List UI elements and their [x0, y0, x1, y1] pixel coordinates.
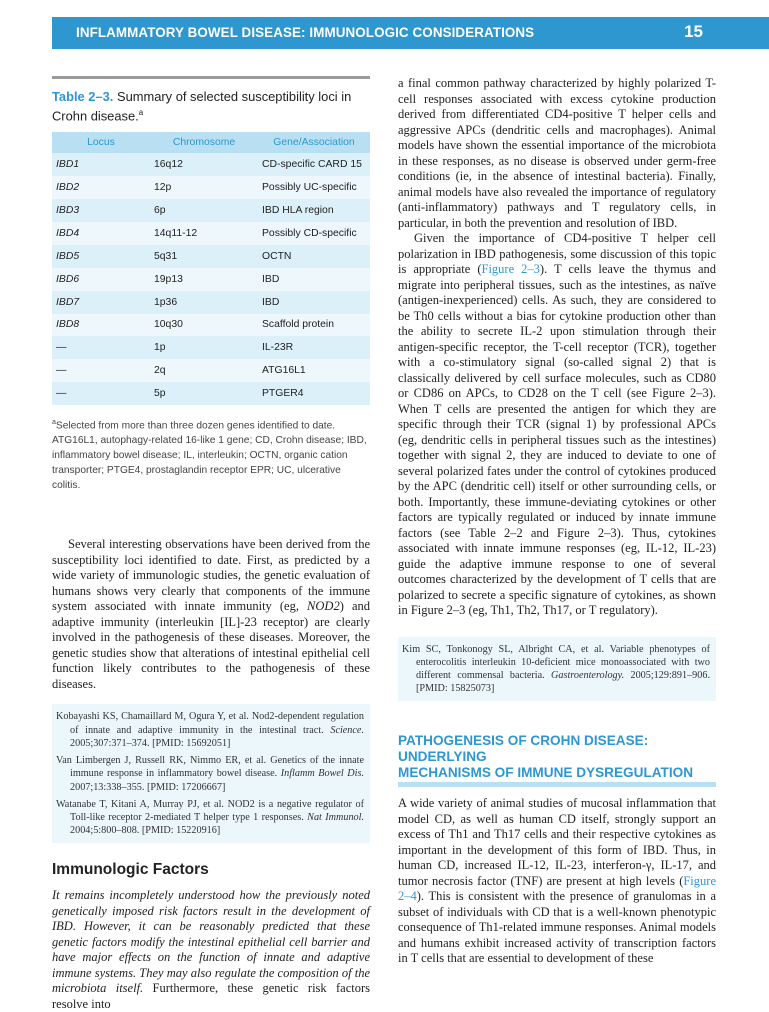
table-caption [52, 89, 370, 124]
paragraph-immunologic-factors [52, 888, 370, 1012]
table-footnote-mark: a [52, 419, 56, 427]
gene-cell: IL-23R [258, 336, 370, 359]
locus-cell: IBD4 [52, 222, 150, 245]
reference-text: Watanabe T, Kitani A, Murray PJ, et al. NOD2 is a negative regulator of Toll-like receptor 2-mediated T helper type 1 responses. [56, 798, 364, 823]
table-top-rule [52, 76, 370, 79]
table-caption-footnote-mark: a [138, 108, 144, 117]
reference-citation: 2005;129:891–906. [PMID: 15825073] [416, 669, 711, 695]
locus-cell: IBD5 [52, 245, 150, 268]
text-run: A wide variety of animal studies of mucosal inflammation that model CD, as well as human CD itself, strongly support an excess of Th1 and Th17 cells and their respective cytokines as important in the development of this form of IBD. Thus, in human CD, increased IL-12, IL-23, interferon-γ, IL-17, and tumor necrosis factor (TNF) are present at high levels ( [398, 796, 716, 888]
chromosome-cell: 2q [150, 359, 258, 382]
paragraph-t-helper-polarization [398, 231, 716, 619]
text-run: Furthermore, these genetic risk factors resolve into [52, 981, 371, 1011]
figure-link[interactable]: Figure 2–4 [398, 873, 716, 904]
chromosome-cell: 10q30 [150, 314, 258, 337]
section-heading-pathogenesis [398, 733, 716, 787]
text-run: ). T cells leave the thymus and migrate into peripheral tissues, such as the intestines, as naïve (antigen-inexperienced) cells. As such, they are considered to be Th0 cells without a bias for cytokine production other than the ability to secrete IL-2 upon stimulation through their antigen-specific receptor, the T-cell receptor (TCR), together with a co-stimulatory signal (so-called signal 2) that is classically delivered by cell surface molecules, such as CD80 or CD86 on APCs, to CD28 on the T cell (see Figure 2–3). When T cells are presented the antigen for which they are specific through their TCR (signal 1) by professional APCs (eg, dendritic cells in peripheral tissues such as the intestines) together with signal 2, they are induced to deviate to one of several polarized fates under the control of cytokines produced by the APC (dendritic cell) itself or other surrounding cells, or both. Importantly, these immune-deviating cytokines or other factors are typically regulated or induced by innate immune factors (see Table 2–2 and Figure 2–3). Thus, cytokines associated with innate immune responses (eg, IL-12, IL-23) guide the adaptive immune response to one of several outcomes characterized by the development of T cells that are polarized to secrete a specific signature of cytokines, as shown in Figure 2–3 (eg, Th1, Th2, Th17, or T regulatory). [398, 262, 717, 617]
reference-citation: 2005;307:371–374. [PMID: 15692051] [70, 737, 231, 749]
table-caption-text: Summary of selected susceptibility loci in Crohn disease. [52, 89, 352, 124]
references-box-right [398, 637, 716, 702]
journal-name: Gastroenterology. [551, 669, 625, 681]
chromosome-cell: 14q11-12 [150, 222, 258, 245]
gene-cell: IBD HLA region [258, 199, 370, 222]
gene-cell: IBD [258, 268, 370, 291]
chromosome-cell: 19p13 [150, 268, 258, 291]
locus-cell: IBD3 [52, 199, 150, 222]
table-row [52, 314, 370, 337]
reference-text: Kobayashi KS, Chamaillard M, Ogura Y, et al. Nod2-dependent regulation of innate and adaptive immunity in the intestinal tract. [56, 711, 364, 736]
journal-name: Science. [330, 724, 364, 736]
table-row [52, 153, 370, 176]
table-row [52, 245, 370, 268]
gene-cell: IBD [258, 291, 370, 314]
chromosome-cell: 5q31 [150, 245, 258, 268]
locus-cell: IBD7 [52, 291, 150, 314]
running-header [52, 17, 769, 49]
references-box-left [52, 704, 370, 843]
table-row [52, 176, 370, 199]
gene-cell: PTGER4 [258, 382, 370, 405]
gene-cell: Possibly UC-specific [258, 176, 370, 199]
locus-cell: IBD1 [52, 153, 150, 176]
gene-cell: Possibly CD-specific [258, 222, 370, 245]
italic-text: It remains incompletely understood how the previously noted genetically imposed risk factors result in the development of IBD. However, it can be reasonably predicted that these genetic factors modify the intestinal epithelial cell barrier and have major effects on the function of innate and adaptive immune systems. They may also regulate the composition of the microbiota itself. [52, 888, 370, 996]
chromosome-cell: 5p [150, 382, 258, 405]
reference-citation: 2004;5:800–808. [PMID: 15220916] [70, 825, 221, 837]
reference-item [56, 754, 364, 794]
text-run: ). This is consistent with the presence of granulomas in a subset of individuals with CD that is a well-known phenotypic consequence of Th1-related immune responses. Animal models and humans exhibit increased activity of transcription factors in T cells that are essential to development of these [398, 889, 716, 966]
chromosome-cell: 16q12 [150, 153, 258, 176]
locus-cell: — [52, 382, 150, 405]
table-row [52, 382, 370, 405]
heading-rule [398, 782, 716, 787]
table-row [52, 199, 370, 222]
section-heading-line: PATHOGENESIS OF CROHN DISEASE: UNDERLYING [398, 733, 649, 765]
page-number: 15 [684, 22, 703, 41]
gene-cell: CD-specific CARD 15 [258, 153, 370, 176]
gene-cell: Scaffold protein [258, 314, 370, 337]
text-run: ) and adaptive immunity (interleukin [IL]-23 receptor) are clearly involved in the pathogenesis of these diseases. Moreover, the genetic studies show that alterations of intestinal epithelial cell function likely contributes to the pathogenesis of these diseases. [52, 599, 370, 691]
reference-item [402, 643, 710, 696]
journal-name: Inflamm Bowel Dis. [280, 768, 364, 780]
reference-text: Kim SC, Tonkonogy SL, Albright CA, et al. Variable phenotypes of enterocolitis interleukin 10-deficient mice monoassociated with two different commensal bacteria. [402, 643, 710, 681]
susceptibility-loci-table [52, 132, 370, 405]
text-run: Given the importance of CD4-positive T helper cell polarization in IBD pathogenesis, some discussion of this topic is appropriate ( [398, 231, 716, 276]
paragraph-animal-studies [398, 796, 716, 967]
text-run: Several interesting observations have been derived from the susceptibility loci identified to date. First, as predicted by a wide variety of immunologic studies, the genetic evaluation of humans shows very clearly that components of the immune system associated with innate immunity (eg, [52, 537, 370, 614]
section-heading-immunologic-factors: Immunologic Factors [52, 861, 209, 879]
right-column [398, 76, 716, 967]
reference-item [56, 798, 364, 838]
journal-name: Nat Immunol. [307, 811, 365, 823]
locus-cell: IBD8 [52, 314, 150, 337]
chromosome-cell: 12p [150, 176, 258, 199]
figure-link[interactable]: Figure 2–3 [481, 262, 540, 276]
chromosome-cell: 1p36 [150, 291, 258, 314]
left-column [52, 76, 370, 1012]
reference-item [56, 710, 364, 750]
locus-cell: — [52, 336, 150, 359]
table-footnote-text: Selected from more than three dozen genes identified to date. ATG16L1, autophagy-related 16-like 1 gene; CD, Crohn disease; IBD, inflammatory bowel disease; IL, interleukin; OCTN, organic cation transporter; PTGE4, prostaglandin receptor EPR; UC, ulcerative colitis. [52, 420, 367, 492]
section-heading-line: MECHANISMS OF IMMUNE DYSREGULATION [398, 765, 694, 781]
table-header-locus: Locus [52, 132, 150, 153]
paragraph-final-common-pathway: a final common pathway characterized by highly polarized T-cell responses associated with excess cytokine production derived from differentiated CD4-positive T helper cells and aggressive APCs (dendritic cells and macrophages). Animal models have shown the essential importance of the microbiota in these responses, as no disease is observed under germ-free conditions (ie, in the absence of intestinal bacteria). Finally, animal models have also revealed the importance of regulatory (anti-inflammatory) pathways and T regulatory cells, in particular, in both the prevention and resolution of IBD. [398, 76, 716, 230]
reference-citation: 2007;13:338–355. [PMID: 17206667] [70, 781, 226, 793]
table-row [52, 291, 370, 314]
table-header-row [52, 132, 370, 153]
table-row [52, 336, 370, 359]
table-header-chromosome: Chromosome [150, 132, 258, 153]
locus-cell: IBD2 [52, 176, 150, 199]
reference-text: Van Limbergen J, Russell RK, Nimmo ER, et al. Genetics of the innate immune response in inflammatory bowel disease. [56, 755, 364, 780]
table-label: Table 2–3. [52, 89, 114, 104]
paragraph-susceptibility-observations [52, 537, 370, 692]
table-row [52, 222, 370, 245]
chromosome-cell: 6p [150, 199, 258, 222]
table-footnote [52, 415, 370, 493]
locus-cell: IBD6 [52, 268, 150, 291]
table-row [52, 359, 370, 382]
gene-cell: ATG16L1 [258, 359, 370, 382]
running-header-title: INFLAMMATORY BOWEL DISEASE: IMMUNOLOGIC CONSIDERATIONS [76, 25, 535, 40]
chromosome-cell: 1p [150, 336, 258, 359]
gene-cell: OCTN [258, 245, 370, 268]
table-header-gene: Gene/Association [258, 132, 370, 153]
table-row [52, 268, 370, 291]
locus-cell: — [52, 359, 150, 382]
gene-name: NOD2 [307, 599, 340, 614]
